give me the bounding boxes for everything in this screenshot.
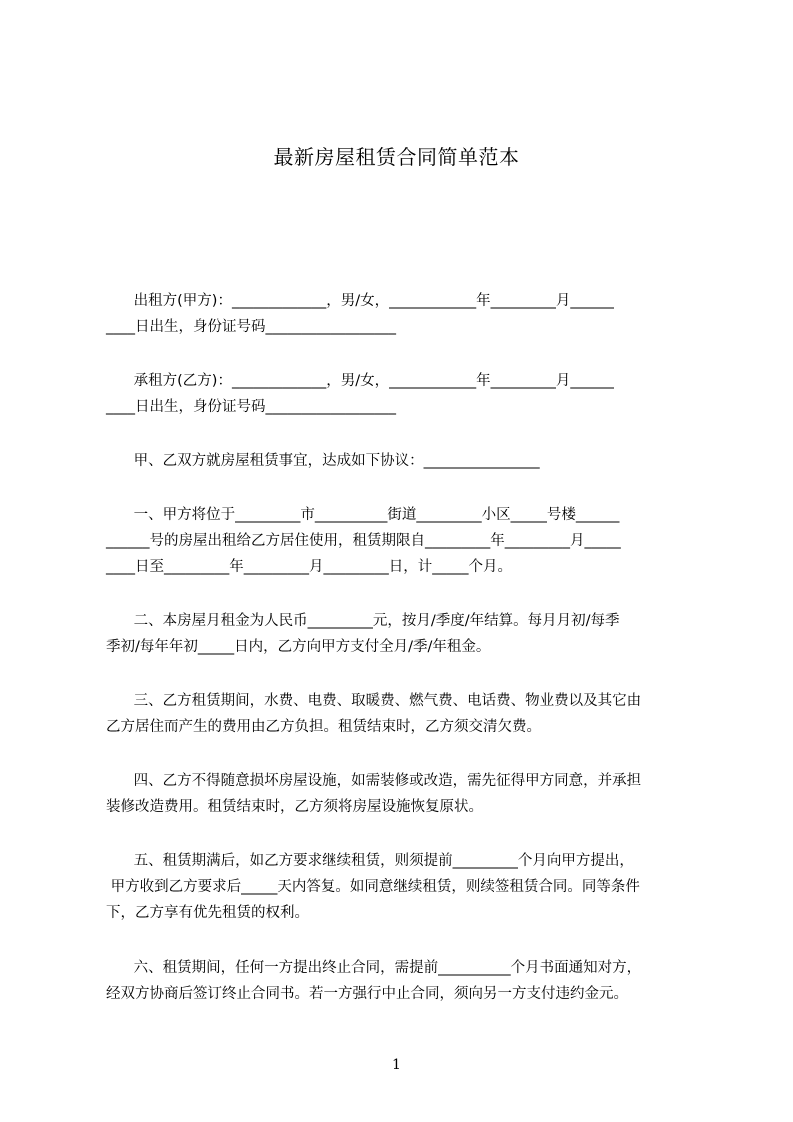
paragraph-line: 乙方居住而产生的费用由乙方负担。租赁结束时，乙方须交清欠费。 <box>106 719 541 735</box>
paragraph-line: ____日出生，身份证号码__________________ <box>106 319 396 335</box>
clause-4-paragraph <box>106 768 702 820</box>
paragraph-line: 甲方收到乙方要求后_____天内答复。如同意继续租赁，则续签租赁合同。同等条件 <box>106 879 640 895</box>
paragraph-line: ____日至_________年_________月_________日，计_____个月。 <box>106 559 512 575</box>
document-title: 最新房屋租赁合同简单范本 <box>273 145 520 169</box>
lessee-paragraph <box>106 368 702 420</box>
clause-5-paragraph <box>106 848 702 926</box>
paragraph-line: 一、甲方将位于_________市__________街道_________小区_____号楼______ <box>106 507 620 523</box>
paragraph-line: 出租方(甲方)：_____________，男/女，____________年_________月______ <box>106 293 614 309</box>
intro-paragraph <box>106 448 702 474</box>
paragraph-line: 装修改造费用。租赁结束时，乙方须将房屋设施恢复原状。 <box>106 799 483 815</box>
paragraph-line: 经双方协商后签订终止合同书。若一方强行中止合同，须向另一方支付违约金元。 <box>106 986 628 1002</box>
paragraph-line: 五、租赁期满后，如乙方要求继续租赁，则须提前_________个月向甲方提出， <box>106 853 634 869</box>
paragraph-line: 四、乙方不得随意损坏房屋设施，如需装修或改造，需先征得甲方同意，并承担 <box>106 773 642 789</box>
paragraph-line: 二、本房屋月租金为人民币_________元，按月/季度/年结算。每月月初/每季 <box>106 613 620 629</box>
paragraph-line: 下，乙方享有优先租赁的权利。 <box>106 905 309 921</box>
paragraph-line: 甲、乙双方就房屋租赁事宜，达成如下协议：________________ <box>106 453 540 469</box>
paragraph-line: 六、租赁期间，任何一方提出终止合同，需提前__________个月书面通知对方， <box>106 960 642 976</box>
paragraph-line: ____日出生，身份证号码__________________ <box>106 399 396 415</box>
paragraph-line: 季初/每年年初_____日内，乙方向甲方支付全月/季/年租金。 <box>106 639 491 655</box>
paragraph-line: ______号的房屋出租给乙方居住使用，租赁期限自_________年_________月_____ <box>106 533 621 549</box>
clause-2-paragraph <box>106 608 702 660</box>
paragraph-line: 承租方(乙方)：_____________，男/女，____________年_________月______ <box>106 373 614 389</box>
lessor-paragraph <box>106 288 702 340</box>
page-number: 1 <box>392 1057 401 1073</box>
clause-1-paragraph <box>106 502 702 580</box>
clause-6-paragraph <box>106 955 702 1007</box>
clause-3-paragraph <box>106 688 702 740</box>
paragraph-line: 三、乙方租赁期间，水费、电费、取暖费、燃气费、电话费、物业费以及其它由 <box>106 693 642 709</box>
